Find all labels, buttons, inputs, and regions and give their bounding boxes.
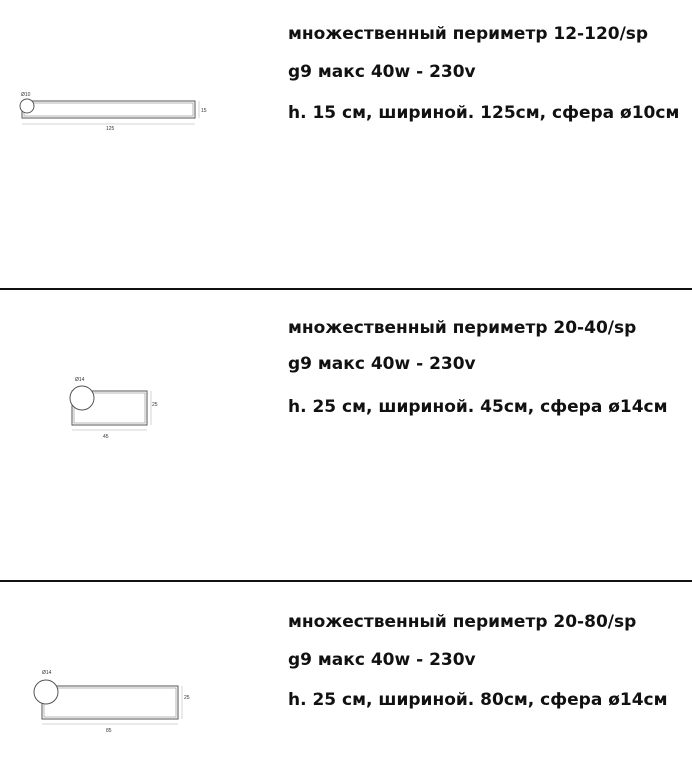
sphere-shade [20,99,34,113]
width-label: 85 [106,728,112,734]
product-dimensions: h. 15 см, шириной. 125см, сфера ø10см [288,103,680,123]
product-3 [0,582,692,777]
sphere-shade [34,680,58,704]
product-2 [0,290,692,580]
product-title: множественный периметр 20-40/sp [288,318,637,338]
product-1-technical-drawing [0,0,260,160]
product-1 [0,0,692,288]
width-label: 45 [103,434,109,440]
product-title: множественный периметр 20-80/sp [288,612,637,632]
sphere-shade [70,386,94,410]
product-dimensions: h. 25 см, шириной. 45см, сфера ø14см [288,397,668,417]
height-label: 25 [152,402,158,408]
lamp-frame [22,101,195,118]
product-power: g9 макс 40w - 230v [288,62,476,82]
lamp-frame [42,686,178,719]
product-3-technical-drawing [0,582,260,772]
width-label: 125 [106,126,115,132]
diameter-label: Ø10 [21,92,31,98]
product-title: множественный периметр 12-120/sp [288,24,649,44]
height-label: 25 [184,695,190,701]
diameter-label: Ø14 [42,670,52,676]
product-dimensions: h. 25 см, шириной. 80см, сфера ø14см [288,690,668,710]
diameter-label: Ø14 [75,377,85,383]
product-2-technical-drawing [0,290,260,450]
product-power: g9 макс 40w - 230v [288,650,476,670]
height-label: 15 [201,108,207,114]
product-power: g9 макс 40w - 230v [288,354,476,374]
